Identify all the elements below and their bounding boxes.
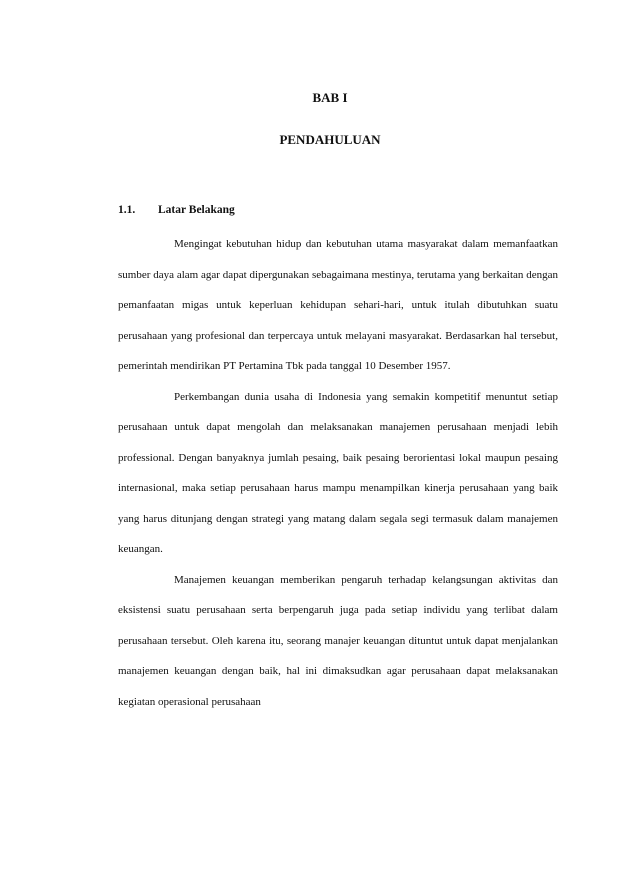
paragraph: Mengingat kebutuhan hidup dan kebutuhan utama masyarakat dalam memanfaatkan sumber daya alam agar dapat dipergunakan sebagaimana mestinya, terutama yang berkaitan dengan pemanfaatan migas untuk keperluan kehidupan sehari-hari, untuk itulah dibutuhkan suatu perusahaan yang profesional dan terpercaya untuk melayani masyarakat. Berdasarkan hal tersebut, pemerintah mendirikan PT Pertamina Tbk pada tanggal 10 Desember 1957. <box>118 238 558 372</box>
section-heading <box>118 204 235 216</box>
body-text <box>118 229 558 717</box>
paragraph: Perkembangan dunia usaha di Indonesia yang semakin kompetitif menuntut setiap perusahaan untuk dapat mengolah dan melaksanakan manajemen perusahaan menjadi lebih professional. Dengan banyaknya jumlah pesaing, baik pesaing berorientasi lokal maupun pesaing internasional, maka setiap perusahaan harus mampu menampilkan kinerja perusahaan yang baik yang harus ditunjang dengan strategi yang matang dalam segala segi termasuk dalam manajemen keuangan. <box>118 390 558 555</box>
paragraph: Manajemen keuangan memberikan pengaruh terhadap kelangsungan aktivitas dan eksistensi suatu perusahaan serta berpengaruh juga pada setiap individu yang terlibat dalam perusahaan tersebut. Oleh karena itu, seorang manajer keuangan dituntut untuk dapat menjalankan manajemen keuangan dengan baik, hal ini dimaksudkan agar perusahaan dapat melaksanakan kegiatan operasional perusahaan <box>118 573 558 708</box>
chapter-title: PENDAHULUAN <box>279 132 381 147</box>
section-title: Latar Belakang <box>158 204 235 216</box>
chapter-label: BAB I <box>312 90 348 105</box>
section-number: 1.1. <box>118 204 136 216</box>
